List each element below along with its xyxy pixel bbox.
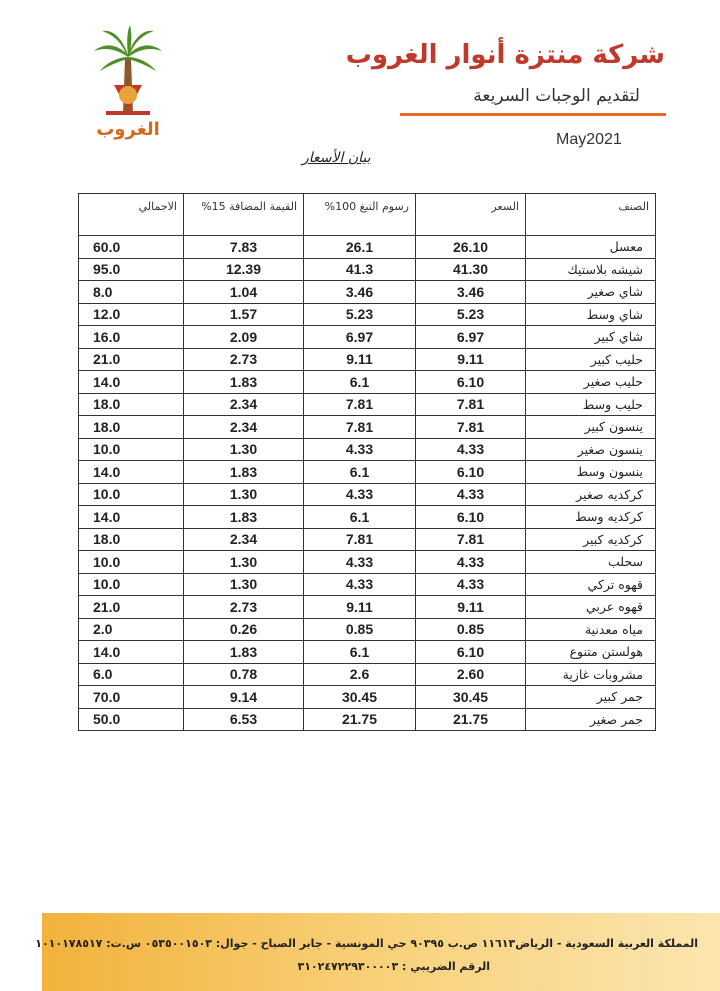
vat-cell: 1.30 — [184, 573, 304, 596]
item-cell: حليب وسط — [526, 393, 656, 416]
total-cell: 21.0 — [79, 348, 184, 371]
tobacco-fee-cell: 6.1 — [304, 461, 416, 484]
header-item: الصنف — [526, 194, 656, 236]
tobacco-fee-cell: 26.1 — [304, 236, 416, 259]
price-table — [78, 193, 656, 731]
vat-cell: 7.83 — [184, 236, 304, 259]
table-row — [79, 506, 656, 529]
vat-cell: 6.53 — [184, 708, 304, 731]
total-cell: 18.0 — [79, 416, 184, 439]
footer-tax-number: الرقم الضريبي : ٣١٠٢٤٧٢٢٩٣٠٠٠٠٣ — [297, 960, 490, 973]
item-cell: هولستن متنوع — [526, 641, 656, 664]
document-date: May2021 — [556, 131, 622, 148]
table-row — [79, 371, 656, 394]
total-cell: 95.0 — [79, 258, 184, 281]
table-row — [79, 303, 656, 326]
tobacco-fee-cell: 4.33 — [304, 573, 416, 596]
price-cell: 21.75 — [416, 708, 526, 731]
tobacco-fee-cell: 6.1 — [304, 371, 416, 394]
table-header-row — [79, 194, 656, 236]
tobacco-fee-cell: 4.33 — [304, 551, 416, 574]
item-cell: شاي وسط — [526, 303, 656, 326]
table-row — [79, 461, 656, 484]
total-cell: 10.0 — [79, 483, 184, 506]
tobacco-fee-cell: 4.33 — [304, 483, 416, 506]
item-cell: شيشه بلاستيك — [526, 258, 656, 281]
price-cell: 4.33 — [416, 573, 526, 596]
tobacco-fee-cell: 21.75 — [304, 708, 416, 731]
price-cell: 5.23 — [416, 303, 526, 326]
price-cell: 6.10 — [416, 506, 526, 529]
vat-cell: 1.83 — [184, 641, 304, 664]
company-name: شركة منتزة أنوار الغروب — [345, 40, 665, 70]
total-cell: 10.0 — [79, 573, 184, 596]
total-cell: 10.0 — [79, 551, 184, 574]
table-row — [79, 708, 656, 731]
header-price: السعر — [416, 194, 526, 236]
vat-cell: 2.34 — [184, 393, 304, 416]
vat-cell: 0.78 — [184, 663, 304, 686]
price-cell: 6.10 — [416, 371, 526, 394]
item-cell: حليب كبير — [526, 348, 656, 371]
total-cell: 8.0 — [79, 281, 184, 304]
table-row — [79, 483, 656, 506]
price-cell: 7.81 — [416, 528, 526, 551]
table-row — [79, 663, 656, 686]
vat-cell: 1.57 — [184, 303, 304, 326]
header-vat: القيمة المضافة 15% — [184, 194, 304, 236]
price-cell: 3.46 — [416, 281, 526, 304]
item-cell: كركديه وسط — [526, 506, 656, 529]
vat-cell: 1.30 — [184, 483, 304, 506]
total-cell: 21.0 — [79, 596, 184, 619]
logo-caption: الغروب — [96, 119, 160, 140]
vat-cell: 9.14 — [184, 686, 304, 709]
tobacco-fee-cell: 3.46 — [304, 281, 416, 304]
price-cell: 9.11 — [416, 596, 526, 619]
total-cell: 10.0 — [79, 438, 184, 461]
table-row — [79, 416, 656, 439]
vat-cell: 1.83 — [184, 506, 304, 529]
tobacco-fee-cell: 2.6 — [304, 663, 416, 686]
price-cell: 26.10 — [416, 236, 526, 259]
price-cell: 41.30 — [416, 258, 526, 281]
item-cell: مشروبات غازية — [526, 663, 656, 686]
tobacco-fee-cell: 30.45 — [304, 686, 416, 709]
vat-cell: 2.34 — [184, 528, 304, 551]
vat-cell: 1.83 — [184, 371, 304, 394]
total-cell: 18.0 — [79, 528, 184, 551]
item-cell: ينسون وسط — [526, 461, 656, 484]
vat-cell: 1.83 — [184, 461, 304, 484]
header-total: الاجمالي — [79, 194, 184, 236]
tobacco-fee-cell: 41.3 — [304, 258, 416, 281]
tobacco-fee-cell: 6.1 — [304, 641, 416, 664]
vat-cell: 12.39 — [184, 258, 304, 281]
item-cell: شاي صغير — [526, 281, 656, 304]
price-cell: 6.10 — [416, 461, 526, 484]
total-cell: 14.0 — [79, 461, 184, 484]
footer-band — [42, 913, 720, 991]
vat-cell: 2.73 — [184, 596, 304, 619]
tobacco-fee-cell: 9.11 — [304, 596, 416, 619]
price-cell: 6.10 — [416, 641, 526, 664]
total-cell: 18.0 — [79, 393, 184, 416]
vat-cell: 2.09 — [184, 326, 304, 349]
document-title: بيان الأسعار — [302, 150, 371, 166]
item-cell: سحلب — [526, 551, 656, 574]
table-row — [79, 281, 656, 304]
item-cell: قهوه تركي — [526, 573, 656, 596]
table-row — [79, 236, 656, 259]
price-cell: 4.33 — [416, 483, 526, 506]
price-cell: 30.45 — [416, 686, 526, 709]
tobacco-fee-cell: 7.81 — [304, 416, 416, 439]
item-cell: ينسون صغير — [526, 438, 656, 461]
total-cell: 70.0 — [79, 686, 184, 709]
price-cell: 4.33 — [416, 438, 526, 461]
tobacco-fee-cell: 6.1 — [304, 506, 416, 529]
table-row — [79, 326, 656, 349]
table-row — [79, 641, 656, 664]
table-row — [79, 438, 656, 461]
vat-cell: 1.30 — [184, 551, 304, 574]
header-tobacco-fee: رسوم التبغ 100% — [304, 194, 416, 236]
vat-cell: 2.73 — [184, 348, 304, 371]
table-body — [79, 236, 656, 731]
price-cell: 7.81 — [416, 416, 526, 439]
tobacco-fee-cell: 7.81 — [304, 393, 416, 416]
tobacco-fee-cell: 4.33 — [304, 438, 416, 461]
vat-cell: 2.34 — [184, 416, 304, 439]
price-cell: 2.60 — [416, 663, 526, 686]
item-cell: حليب صغير — [526, 371, 656, 394]
total-cell: 2.0 — [79, 618, 184, 641]
item-cell: مياه معدنية — [526, 618, 656, 641]
price-cell: 7.81 — [416, 393, 526, 416]
table-row — [79, 348, 656, 371]
company-subtitle: لتقديم الوجبات السريعة — [473, 86, 640, 106]
total-cell: 6.0 — [79, 663, 184, 686]
total-cell: 60.0 — [79, 236, 184, 259]
total-cell: 50.0 — [79, 708, 184, 731]
tobacco-fee-cell: 7.81 — [304, 528, 416, 551]
item-cell: كركديه صغير — [526, 483, 656, 506]
tobacco-fee-cell: 0.85 — [304, 618, 416, 641]
item-cell: قهوه عربي — [526, 596, 656, 619]
tobacco-fee-cell: 9.11 — [304, 348, 416, 371]
table-row — [79, 596, 656, 619]
vat-cell: 0.26 — [184, 618, 304, 641]
price-cell: 6.97 — [416, 326, 526, 349]
total-cell: 12.0 — [79, 303, 184, 326]
table-row — [79, 528, 656, 551]
item-cell: جمر كبير — [526, 686, 656, 709]
table-row — [79, 618, 656, 641]
total-cell: 14.0 — [79, 506, 184, 529]
header-divider — [400, 113, 666, 116]
tobacco-fee-cell: 6.97 — [304, 326, 416, 349]
total-cell: 16.0 — [79, 326, 184, 349]
total-cell: 14.0 — [79, 371, 184, 394]
vat-cell: 1.30 — [184, 438, 304, 461]
total-cell: 14.0 — [79, 641, 184, 664]
item-cell: جمر صغير — [526, 708, 656, 731]
table-row — [79, 393, 656, 416]
price-cell: 4.33 — [416, 551, 526, 574]
item-cell: كركديه كبير — [526, 528, 656, 551]
table-row — [79, 573, 656, 596]
table-row — [79, 258, 656, 281]
tobacco-fee-cell: 5.23 — [304, 303, 416, 326]
item-cell: معسل — [526, 236, 656, 259]
item-cell: شاي كبير — [526, 326, 656, 349]
table-row — [79, 686, 656, 709]
price-cell: 9.11 — [416, 348, 526, 371]
item-cell: ينسون كبير — [526, 416, 656, 439]
footer-address: المملكة العربية السعودية - الرياض١١٦١٣ ص.ب ٩٠٣٩٥ حي المونسية - جابر الصباح - جوال: ٠٥٣٥٠٠١٥٠٣ س.ت: ١٠١٠١٧٨٥١٧ — [35, 937, 698, 950]
vat-cell: 1.04 — [184, 281, 304, 304]
table-row — [79, 551, 656, 574]
price-cell: 0.85 — [416, 618, 526, 641]
